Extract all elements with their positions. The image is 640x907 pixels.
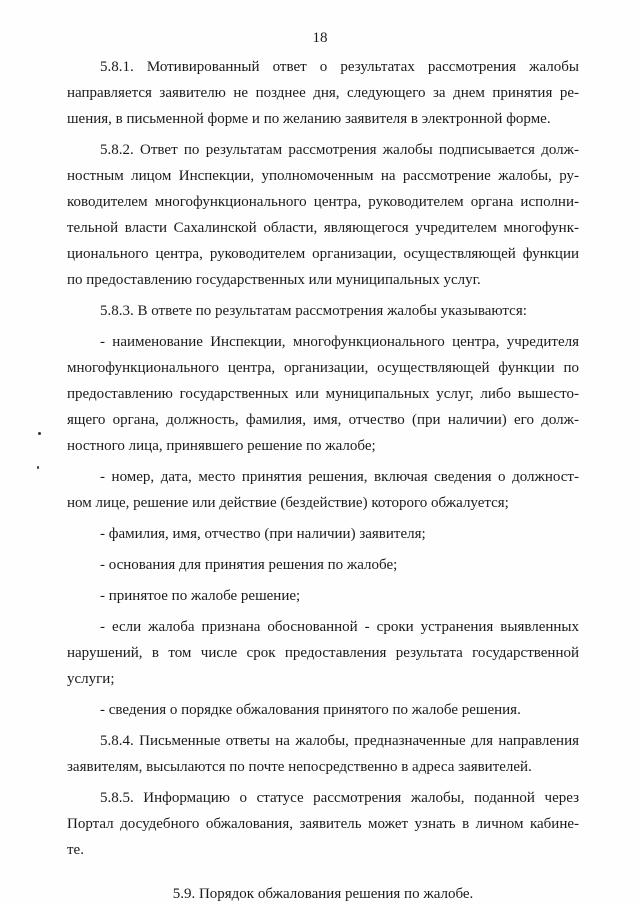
text-line: - если жалоба признана обоснованной - сроки устранения выявленных [100, 619, 579, 635]
scan-speck [38, 432, 41, 435]
text-line: - принятое по жалобе решение; [100, 588, 301, 604]
paragraph-5-8-3 [67, 298, 579, 324]
text-line: заявителям, высылаются по почте непосредственно в адреса заявителей. [67, 759, 532, 775]
text-line: ностным лицом Инспекции, уполномоченным на рассмотрение жалобы, ру- [67, 168, 579, 184]
paragraph-5-8-4 [67, 728, 579, 780]
text-line: нарушений, в том числе срок предоставления результата государственной [67, 645, 579, 661]
paragraph-5-8-1 [67, 54, 579, 132]
text-line: ционального центра, руководителем организации, осуществляющей функции [67, 246, 579, 262]
text-line: тельной власти Сахалинской области, являющегося учредителем многофунк- [67, 220, 579, 236]
text-line: - номер, дата, место принятия решения, включая сведения о должност- [100, 469, 579, 485]
text-line: предоставлению государственных или муниципальных услуг, либо вышесто- [67, 386, 579, 402]
text-line: ностного лица, принявшего решение по жалобе; [67, 438, 376, 454]
text-line: 5.8.4. Письменные ответы на жалобы, предназначенные для направления [100, 733, 579, 749]
text-line: - основания для принятия решения по жалобе; [100, 557, 398, 573]
text-line: услуги; [67, 671, 115, 687]
text-line: направляется заявителю не позднее дня, следующего за днем принятия ре- [67, 85, 579, 101]
text-line: по предоставлению государственных или муниципальных услуг. [67, 272, 481, 288]
section-heading: 5.9. Порядок обжалования решения по жалобе. [172, 886, 474, 902]
list-item [67, 521, 579, 547]
paragraph-5-8-2 [67, 137, 579, 293]
text-line: 5.8.3. В ответе по результатам рассмотрения жалобы указываются: [100, 303, 527, 319]
list-item [67, 464, 579, 516]
text-line: - сведения о порядке обжалования принятого по жалобе решения. [100, 702, 521, 718]
document-body [67, 54, 579, 907]
text-line: ном лице, решение или действие (бездействие) которого обжалуется; [67, 495, 509, 511]
text-line: шения, в письменной форме и по желанию заявителя в электронной форме. [67, 111, 551, 127]
text-line: - наименование Инспекции, многофункционального центра, учредителя [100, 334, 579, 350]
text-line: ящего органа, должность, фамилия, имя, отчество (при наличии) его долж- [67, 412, 579, 428]
text-line: Портал досудебного обжалования, заявитель может узнать в личном кабине- [67, 816, 579, 832]
list-item [67, 552, 579, 578]
scan-speck [37, 466, 39, 469]
text-line: 5.8.2. Ответ по результатам рассмотрения жалобы подписывается долж- [100, 142, 579, 158]
text-line: многофункционального центра, организации, осуществляющей функции по [67, 360, 579, 376]
list-item [67, 329, 579, 459]
page-number: 18 [312, 30, 328, 46]
text-line: 5.8.5. Информацию о статусе рассмотрения жалобы, поданной через [100, 790, 579, 806]
list-item [67, 583, 579, 609]
text-line: 5.8.1. Мотивированный ответ о результатах рассмотрения жалобы [100, 59, 579, 75]
list-item [67, 697, 579, 723]
text-line: те. [67, 842, 84, 858]
paragraph-5-8-5 [67, 785, 579, 863]
text-line: - фамилия, имя, отчество (при наличии) заявителя; [100, 526, 426, 542]
text-line: ководителем многофункционального центра, руководителем органа исполни- [67, 194, 579, 210]
list-item [67, 614, 579, 692]
